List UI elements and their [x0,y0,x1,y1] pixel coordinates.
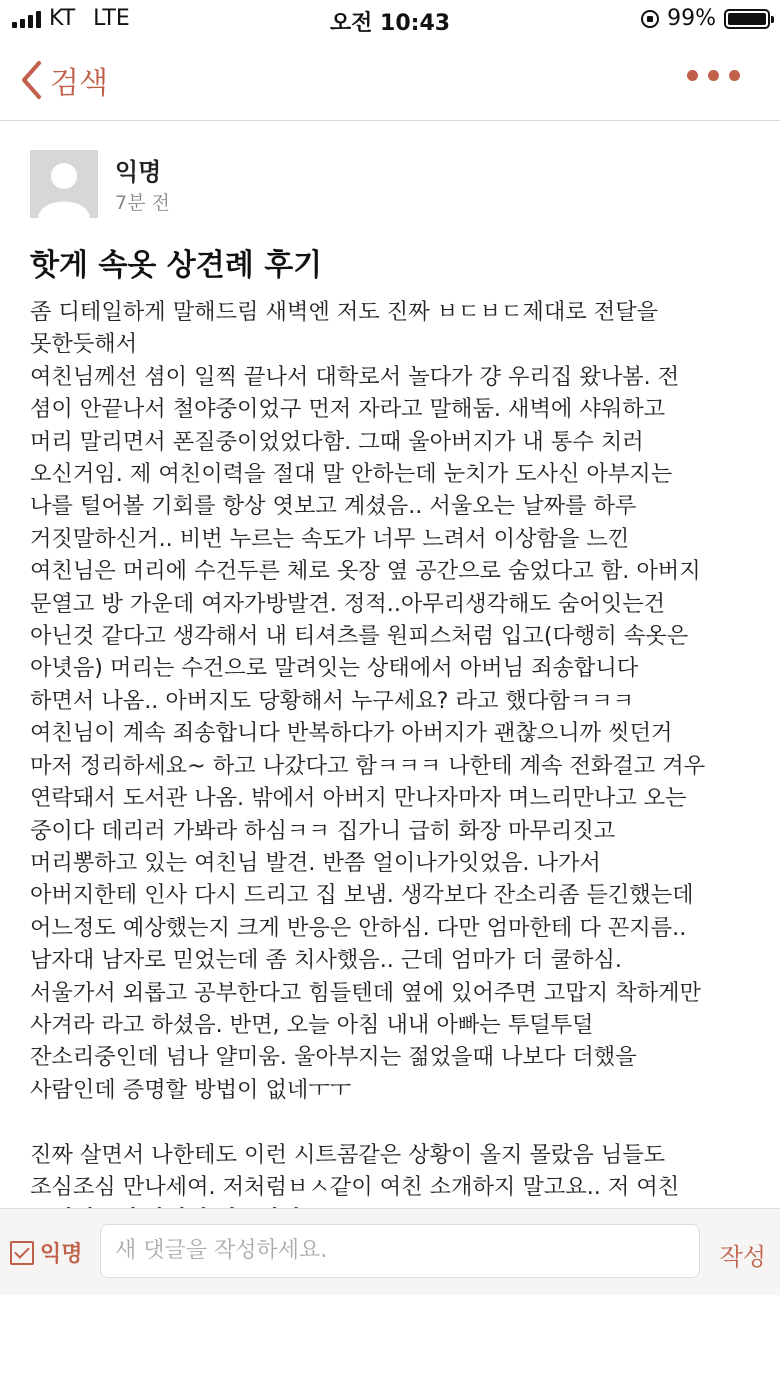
checkbox-checked-icon[interactable] [10,1241,34,1265]
post-body-line: 문열고 방 가운데 여자가방발견. 정적..아무리생각해도 숨어잇는건 [30,590,666,617]
post-body-line: 좀 디테일하게 말해드림 새벽엔 저도 진짜 ㅂㄷㅂㄷ제대로 전달을 [30,299,659,325]
post-body-line: 셤이 안끝나서 철야중이었구 먼저 자라고 말해둠. 새벽에 샤워하고 [30,396,666,423]
post-body-line: 아버지한테 인사 다시 드리고 집 보냄. 생각보다 잔소리좀 듣긴했는데 [30,882,694,909]
post-body-line: 여친님은 머리에 수건두른 체로 옷장 옆 공간으로 숨었다고 함. 아버지 [30,558,701,585]
post-body-line: 사람인데 증명할 방법이 없네ㅜㅜ [30,1076,352,1103]
post-body-line: 마저 정리하세요~ 하고 나갔다고 함ㅋㅋㅋ 나한테 계속 전화걸고 겨우 [30,752,706,779]
post-time: 7분 전 [115,192,170,214]
post-body-line [30,1106,760,1138]
post-body-line: 하면서 나옴.. 아버지도 당황해서 누구세요? 라고 했다함ㅋㅋㅋ [30,687,635,714]
post-body-line: 나를 털어볼 기회를 항상 엿보고 계셨음.. 서울오는 날짜를 하루 [30,493,637,520]
author-name: 익명 [115,158,162,186]
keyboard-area [0,1295,780,1387]
clock: 오전 10:43 [329,11,451,36]
status-right [641,6,770,31]
post-body-line: 연락돼서 도서관 나옴. 밖에서 아버지 만나자마자 며느리만나고 오는 [30,785,687,812]
chevron-left-icon [20,60,42,100]
post-body-line: 서울가서 외롭고 공부한다고 힘들텐데 옆에 있어주면 고맙지 착하게만 [30,979,701,1006]
comment-bar [0,1208,780,1296]
status-bar [0,0,780,40]
post-body-line: 머리뽕하고 있는 여친님 발견. 반쯤 얼이나가잇었음. 나가서 [30,849,601,876]
anonymous-label: 익명 [40,1242,83,1267]
post-title: 핫게 속옷 상견례 후기 [30,248,323,283]
battery-percent: 99% [667,6,716,31]
more-dots-icon[interactable] [687,70,740,81]
post-body-line: 조심조심 만나세여. 저처럼ㅂㅅ같이 여친 소개하지 말고요.. 저 여친 [30,1173,680,1200]
battery-fill [728,13,766,25]
post-body-line: 중이다 데리러 가봐라 하심ㅋㅋ 집가니 급히 화장 마무리짓고 [30,817,616,844]
comment-input[interactable]: 새 댓글을 작성하세요. [100,1224,700,1278]
default-avatar-icon [30,150,98,218]
post-body-line: 거짓말하신거.. 비번 누르는 속도가 너무 느려서 이상함을 느낀 [30,525,630,552]
network-label: LTE [93,6,130,31]
post-body-line: 아녓음) 머리는 수건으로 말려잇는 상태에서 아버님 죄송합니다 [30,655,639,682]
submit-comment-button[interactable]: 작성 [719,1243,766,1271]
post-body-line: 사겨라 라고 하셨음. 반면, 오늘 아침 내내 아빠는 투덜투덜 [30,1011,594,1038]
avatar [30,150,98,218]
rotation-lock-icon [641,10,659,28]
nav-bar [0,40,780,121]
anonymous-toggle[interactable] [10,1237,83,1268]
post-body-line: 잔소리중인데 넘나 얄미움. 울아부지는 젊었을때 나보다 더했을 [30,1044,637,1071]
post-body-line: 진짜 살면서 나한테도 이런 시트콤같은 상황이 올지 몰랐음 님들도 [30,1141,666,1168]
post-body [30,296,760,1236]
post-body-line: 어느정도 예상했는지 크게 반응은 안하심. 다만 엄마한테 다 꼰지름.. [30,914,687,941]
post-body-line: 여친님께선 셤이 일찍 끝나서 대학로서 놀다가 걍 우리집 왔나봄. 전 [30,363,680,390]
post-body-line: 여친님이 계속 죄송합니다 반복하다가 아버지가 괜찮으니까 씻던거 [30,720,673,747]
post-body-line: 아닌것 같다고 생각해서 내 티셔츠를 원피스처럼 입고(다행히 속옷은 [30,623,689,650]
post-body-line: 오신거임. 제 여친이력을 절대 말 안하는데 눈치가 도사신 아부지는 [30,461,673,488]
back-button[interactable] [20,58,108,102]
carrier-label: KT [49,6,76,31]
battery-icon [724,9,770,29]
post-body-line: 머리 말리면서 폰질중이었었다함. 그때 울아버지가 내 통수 치러 [30,428,644,455]
back-label: 검색 [50,66,108,101]
post-body-line: 남자대 남자로 믿었는데 좀 치사했음.. 근데 엄마가 더 쿨하심. [30,947,622,974]
post-body-line: 못한듯해서 [30,331,138,358]
